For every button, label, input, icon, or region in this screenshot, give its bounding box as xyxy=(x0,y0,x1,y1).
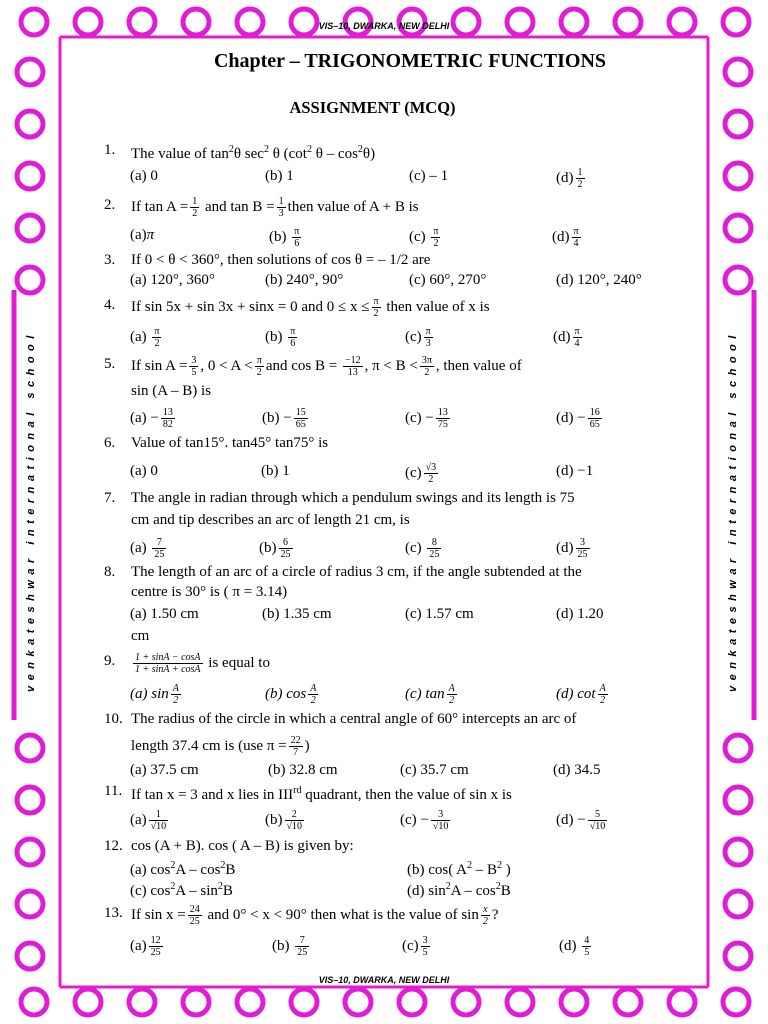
question-text: If tan A = $\frac{1}{2}$ and tan B = $\frac{1}{3}$ then value of A + B is xyxy=(131,196,419,219)
question-10-line-2: length 37.4 cm is (use π = $\frac{22}{7}$ ) xyxy=(131,735,310,758)
option-c[interactable]: (c) tan $\frac{A}{2}$ xyxy=(405,683,455,706)
option-d[interactable]: (d) −1 xyxy=(556,463,594,479)
option-c[interactable]: (c) − $\frac{3}{√10}$ xyxy=(400,809,449,832)
option-c[interactable]: (c) $\cos^2A - \sin^2B$ xyxy=(130,881,233,899)
border-ring-right xyxy=(725,735,751,761)
border-ring-left xyxy=(17,267,43,293)
question-number: 9. xyxy=(104,653,116,669)
option-a[interactable]: (a) sin $\frac{A}{2}$ xyxy=(130,683,179,706)
option-a[interactable]: (a) $\cos^2A - \cos^2B$ xyxy=(130,860,236,878)
option-c[interactable]: (c) 35.7 cm xyxy=(400,762,469,778)
border-ring-bottom xyxy=(345,989,371,1015)
border-ring-right xyxy=(725,787,751,813)
border-ring-bottom xyxy=(669,989,695,1015)
question-5-line-2: sin (A – B) is xyxy=(131,383,212,399)
border-ring-right xyxy=(725,943,751,969)
option-a[interactable]: (a) 0 xyxy=(130,463,158,479)
option-b[interactable]: (b) cos( $A^2 - B^2$ ) xyxy=(407,860,511,878)
option-a[interactable]: (a) 1.50 cm xyxy=(130,606,199,622)
option-d[interactable]: (d) 120°, 240° xyxy=(556,272,642,288)
assignment-title: ASSIGNMENT (MCQ) xyxy=(289,98,456,117)
question-number: 7. xyxy=(104,490,116,506)
option-d[interactable]: (d) cot $\frac{A}{2}$ xyxy=(556,683,606,706)
border-ring-left xyxy=(17,735,43,761)
option-b[interactable]: (b) 240°, 90° xyxy=(265,272,344,288)
option-a[interactable]: (a) 0 xyxy=(130,168,158,184)
question-number: 11. xyxy=(104,783,123,799)
option-d-continuation: cm xyxy=(131,628,150,644)
option-b[interactable]: (b) 1 xyxy=(265,168,294,184)
option-a[interactable]: (a) $\frac{1}{√10}$ xyxy=(130,809,167,832)
option-c[interactable]: (c) – 1 xyxy=(409,168,449,184)
border-ring-bottom xyxy=(453,989,479,1015)
option-d[interactable]: (d) − $\frac{5}{√10}$ xyxy=(556,809,606,832)
left-side-text: venkateshwar international school xyxy=(25,330,37,692)
option-b[interactable]: (b) $\frac{\pi}{6}$ xyxy=(265,326,296,349)
option-b[interactable]: (b) $\frac{7}{25}$ xyxy=(272,935,308,958)
header-text: VIS–10, DWARKA, NEW DELHI xyxy=(318,21,450,31)
option-b[interactable]: (b) $\frac{\pi}{6}$ xyxy=(269,226,300,249)
option-a[interactable]: (a) − $\frac{13}{82}$ xyxy=(130,407,173,430)
border-ring-right xyxy=(725,839,751,865)
question-number: 4. xyxy=(104,297,116,313)
border-ring-right xyxy=(725,267,751,293)
option-a[interactable]: (a)π xyxy=(130,227,155,243)
border-ring-bottom xyxy=(183,989,209,1015)
option-a[interactable]: (a) 37.5 cm xyxy=(130,762,199,778)
option-a[interactable]: (a) 120°, 360° xyxy=(130,272,215,288)
option-d[interactable]: (d) − $\frac{16}{65}$ xyxy=(556,407,600,430)
option-c[interactable]: (c) $\frac{8}{25}$ xyxy=(405,537,440,560)
option-a[interactable]: (a) $\frac{12}{25}$ xyxy=(130,935,161,958)
option-d[interactable]: (d) $\frac{4}{5}$ xyxy=(559,935,590,958)
option-b[interactable]: (b) $\frac{6}{25}$ xyxy=(259,537,291,560)
question-text: If sin 5x + sin 3x + sinx = 0 and 0 ≤ x ≤ $\frac{\pi}{2}$ then value of x is xyxy=(131,296,490,319)
question-number: 8. xyxy=(104,564,116,580)
option-c[interactable]: (c) − $\frac{13}{75}$ xyxy=(405,407,448,430)
question-text: The radius of the circle in which a central angle of 60° intercepts an arc of xyxy=(131,711,577,727)
option-c[interactable]: (c) $\frac{\pi}{3}$ xyxy=(405,326,431,349)
border-ring-bottom xyxy=(561,989,587,1015)
option-b[interactable]: (b) 1 xyxy=(261,463,290,479)
option-c[interactable]: (c) 60°, 270° xyxy=(409,272,487,288)
option-b[interactable]: (b) 1.35 cm xyxy=(262,606,332,622)
option-d[interactable]: (d) 1.20 xyxy=(556,606,604,622)
question-text: The angle in radian through which a pendulum swings and its length is 75 xyxy=(131,490,575,506)
border-ring-bottom xyxy=(291,989,317,1015)
border-ring-left xyxy=(17,943,43,969)
option-d[interactable]: (d) $\sin^2A - \cos^2B$ xyxy=(407,881,511,899)
right-side-text: venkateshwar international school xyxy=(727,330,739,692)
question-number: 13. xyxy=(104,905,123,921)
question-number: 10. xyxy=(104,711,123,727)
border-ring-bottom xyxy=(507,989,533,1015)
border-ring-bottom xyxy=(75,989,101,1015)
option-b[interactable]: (b) − $\frac{15}{65}$ xyxy=(262,407,306,430)
option-b[interactable]: (b) $\frac{2}{√10}$ xyxy=(265,809,302,832)
option-d[interactable]: (d) $\frac{3}{25}$ xyxy=(556,537,588,560)
option-c[interactable]: (c) $\frac{\pi}{2}$ xyxy=(409,226,439,249)
option-d[interactable]: (d) 34.5 xyxy=(553,762,601,778)
question-text: If 0 < θ < 360°, then solutions of cos θ = – 1/2 are xyxy=(131,252,431,268)
question-text: Value of tan15°. tan45° tan75° is xyxy=(131,435,329,451)
question-number: 3. xyxy=(104,252,116,268)
border-ring-bottom xyxy=(615,989,641,1015)
question-8-line-2: centre is 30° is ( π = 3.14) xyxy=(131,584,288,600)
question-text: The value of $\tan^2\theta$ $\sec^2 \theta$ ($\cot^2$ θ – $\cos^2\theta$) xyxy=(131,144,376,162)
border-ring-left xyxy=(17,891,43,917)
option-a[interactable]: (a) $\frac{7}{25}$ xyxy=(130,537,165,560)
question-text: If sin A = $\frac{3}{5}$ , 0 < A < $\frac{\pi}{2}$ and cos B = $\frac{-12}{13}$ , π < B < $\frac{3\pi}{2}$ , then value of xyxy=(131,355,522,378)
question-text: If sin x = $\frac{24}{25}$ and 0° < x < 90° then what is the value of sin $\frac{x}{2}$ ? xyxy=(131,904,499,927)
option-c[interactable]: (c) $\frac{3}{5}$ xyxy=(402,935,428,958)
border-ring-bottom xyxy=(723,989,749,1015)
question-text: If tan x = 3 and x lies in IIIrd quadrant, then the value of sin x is xyxy=(131,785,512,803)
border-ring-bottom xyxy=(21,989,47,1015)
option-c[interactable]: (c) $\frac{√3}{2}$ xyxy=(405,462,437,485)
border-ring-bottom xyxy=(237,989,263,1015)
question-text: $\frac{1 + \sin A - \cos A}{1 + \sin A + \cos A}$ is equal to xyxy=(135,652,270,675)
option-b[interactable]: (b) 32.8 cm xyxy=(268,762,338,778)
question-number: 12. xyxy=(104,838,123,854)
option-b[interactable]: (b) cos $\frac{A}{2}$ xyxy=(265,683,317,706)
question-text: cos (A + B). cos ( A – B) is given by: xyxy=(131,838,354,854)
border-ring-right xyxy=(725,215,751,241)
question-text: The length of an arc of a circle of radius 3 cm, if the angle subtended at the xyxy=(131,564,582,580)
border-ring-left xyxy=(17,839,43,865)
border-ring-bottom xyxy=(129,989,155,1015)
question-number: 2. xyxy=(104,197,116,213)
question-number: 1. xyxy=(104,142,116,158)
option-d[interactable]: (d) $\frac{\pi}{4}$ xyxy=(553,326,580,349)
footer-text: VIS–10, DWARKA, NEW DELHI xyxy=(318,975,450,985)
border-ring-right xyxy=(725,891,751,917)
option-a[interactable]: (a) $\frac{\pi}{2}$ xyxy=(130,326,160,349)
question-7-line-2: cm and tip describes an arc of length 21 cm, is xyxy=(131,512,410,528)
chapter-title: Chapter – TRIGONOMETRIC FUNCTIONS xyxy=(213,50,607,72)
option-c[interactable]: (c) 1.57 cm xyxy=(405,606,474,622)
border-ring-left xyxy=(17,163,43,189)
border-ring-bottom xyxy=(399,989,425,1015)
border-ring-left xyxy=(17,215,43,241)
border-ring-right xyxy=(725,163,751,189)
question-number: 6. xyxy=(104,435,116,451)
question-number: 5. xyxy=(104,356,116,372)
border-ring-left xyxy=(17,787,43,813)
option-d[interactable]: (d) $\frac{\pi}{4}$ xyxy=(552,226,579,249)
option-d[interactable]: (d) $\frac{1}{2}$ xyxy=(556,167,583,190)
